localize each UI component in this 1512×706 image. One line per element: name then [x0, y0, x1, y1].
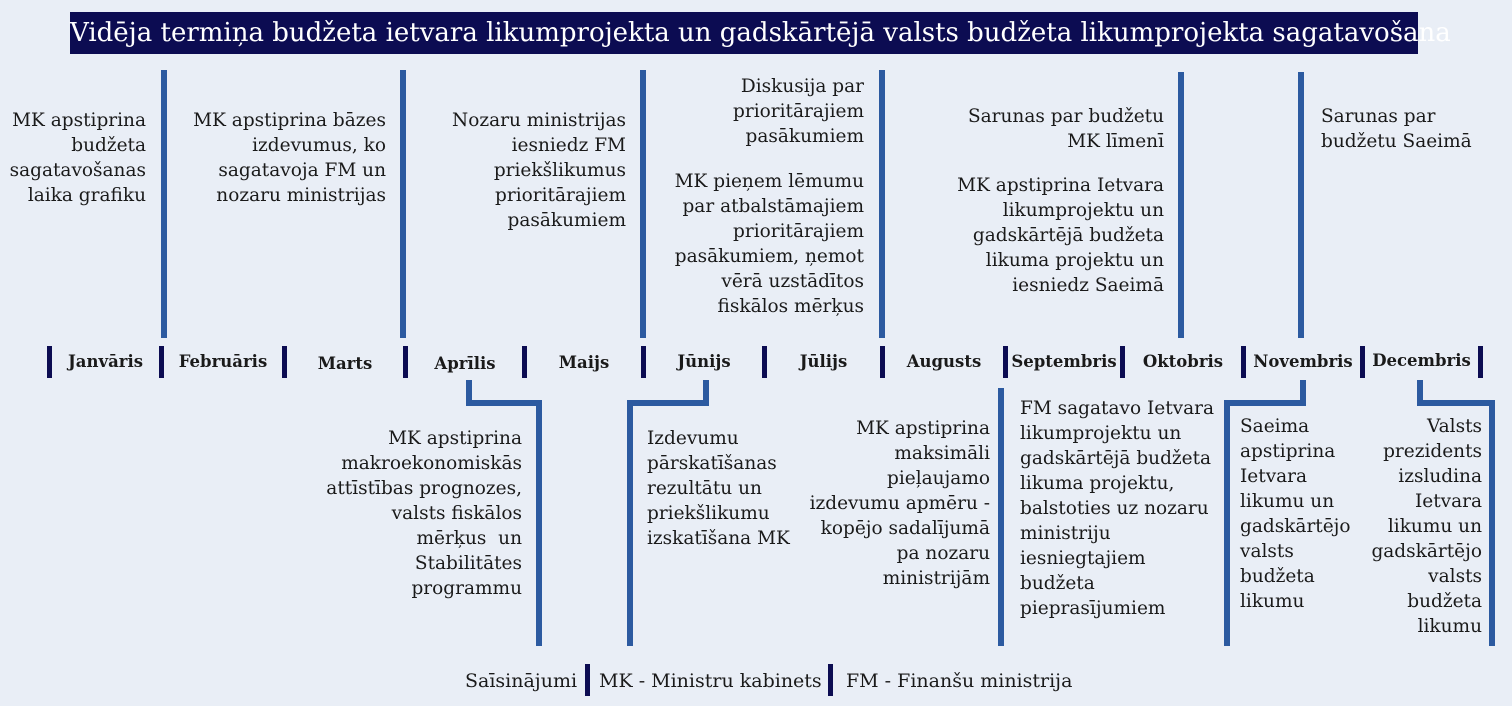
connector-line: [1178, 72, 1184, 338]
bottom-event: [298, 426, 522, 601]
connector-line: [536, 400, 542, 646]
event-text-line: Valsts: [1426, 416, 1482, 437]
event-text-line: likumu: [1417, 616, 1482, 637]
event-text-line: likuma projektu,: [1020, 473, 1175, 494]
connector-line: [879, 70, 885, 338]
event-text-line: pieļaujamo: [886, 468, 990, 489]
event-text-line: valsts: [1240, 541, 1294, 562]
event-text-line: izdevumu apmēru -: [809, 493, 990, 514]
event-text-line: vērā uzstādītos: [721, 271, 864, 292]
event-text-line: Stabilitātes: [414, 553, 522, 574]
bottom-event: [1370, 414, 1482, 639]
event-text-line: nozaru ministrijas: [216, 185, 386, 206]
bottom-event: [1020, 396, 1220, 621]
event-text-line: likumu un: [1240, 491, 1335, 512]
event-text-line: MK apstiprina Ietvara: [957, 175, 1164, 196]
top-event: [412, 108, 626, 233]
event-text-line: laika grafiku: [27, 185, 146, 206]
event-text-line: Diskusija par: [740, 76, 864, 97]
month-label-february: Februāris: [178, 352, 268, 371]
connector-line: [1417, 400, 1495, 406]
event-text-line: Ietvara: [1414, 491, 1482, 512]
event-text-line: pārskatīšanas: [647, 453, 777, 474]
event-text-line: fiskālos mērķus: [717, 296, 864, 317]
event-text-line: ministriju: [1020, 523, 1111, 544]
event-text-line: apstiprina: [1240, 441, 1336, 462]
event-text-line: MK līmenī: [1067, 131, 1164, 152]
bottom-event: [1240, 414, 1352, 614]
event-text-line: budžeta: [1407, 591, 1482, 612]
connector-line: [161, 70, 167, 338]
diagram-title: Vidēja termiņa budžeta ietvara likumprojekta un gadskārtējā valsts budžeta likumprojekta sagatavošana: [70, 12, 1418, 54]
connector-line: [627, 400, 633, 646]
event-text-line: izdevumus, ko: [252, 135, 386, 156]
event-text-line: MK apstiprina bāzes: [193, 110, 386, 131]
event-text-line: gadskārtējā budžeta: [972, 225, 1164, 246]
event-text-line: MK apstiprina: [856, 418, 990, 439]
connector-line: [400, 70, 406, 338]
connector-line: [998, 388, 1004, 646]
event-text-line: makroekonomiskās: [341, 453, 522, 474]
event-text-line: likumprojektu un: [1002, 200, 1164, 221]
event-text-line: sagatavoja FM un: [218, 160, 386, 181]
event-text-line: Izdevumu: [647, 428, 739, 449]
month-label-may: Maijs: [558, 353, 610, 372]
month-separator: [1478, 346, 1483, 378]
event-text-line: iesniedz FM: [511, 135, 626, 156]
event-text-line: izskatīšana MK: [647, 528, 790, 549]
connector-line: [1224, 400, 1230, 646]
month-label-june: Jūnijs: [677, 352, 731, 371]
event-text-line: mērķus un: [416, 528, 522, 549]
event-text-line: balstoties uz nozaru: [1020, 498, 1209, 519]
month-label-march: Marts: [317, 354, 373, 373]
legend-label: Saīsinājumi: [465, 670, 578, 692]
legend-item-fm: FM - Finanšu ministrija: [846, 670, 1073, 692]
event-text-line: rezultātu un: [647, 478, 762, 499]
event-text-line: budžeta: [1240, 566, 1315, 587]
event-text-line: MK apstiprina: [388, 428, 522, 449]
event-text-line: MK apstiprina: [12, 110, 146, 131]
event-text-line: Sarunas par: [1321, 106, 1436, 127]
connector-line: [1224, 400, 1306, 406]
month-label-august: Augusts: [906, 352, 982, 371]
event-text-line: pasākumiem, ņemot: [674, 246, 864, 267]
event-text-line: maksimāli: [894, 443, 990, 464]
legend-separator: [585, 664, 590, 696]
top-event: [1321, 104, 1501, 154]
legend-item-mk: MK - Ministru kabinets: [599, 670, 822, 692]
month-label-october: Oktobris: [1142, 352, 1224, 371]
month-label-april: Aprīlis: [434, 354, 496, 373]
event-text-line: budžeta: [71, 135, 146, 156]
event-text-line: likumu un: [1387, 516, 1482, 537]
month-label-january: Janvāris: [67, 352, 144, 371]
top-event: [652, 169, 864, 319]
event-text-line: budžeta: [1020, 573, 1095, 594]
event-text-line: valsts: [1428, 566, 1482, 587]
top-event: [940, 104, 1164, 154]
event-text-line: pieprasījumiem: [1020, 598, 1166, 619]
event-text-line: Nozaru ministrijas: [452, 110, 626, 131]
event-text-line: FM sagatavo Ietvara: [1020, 398, 1215, 419]
top-event: [172, 108, 386, 208]
event-text-line: par atbalstāmajiem: [682, 196, 864, 217]
connector-line: [640, 70, 646, 338]
event-text-line: prioritārajiem: [733, 221, 864, 242]
legend-separator: [828, 664, 833, 696]
top-event: [940, 173, 1164, 298]
event-text-line: attīstības prognozes,: [326, 478, 522, 499]
month-label-december: Decembris: [1372, 351, 1471, 370]
event-text-line: priekšlikumu: [647, 503, 770, 524]
bottom-event: [798, 416, 990, 591]
event-text-line: pasākumiem: [507, 210, 626, 231]
event-text-line: likumprojektu un: [1020, 423, 1182, 444]
event-text-line: gadskārtējo: [1371, 541, 1482, 562]
event-text-line: gadskārtējā budžeta: [1020, 448, 1212, 469]
connector-line: [1489, 400, 1495, 646]
event-text-line: sagatavošanas: [9, 160, 146, 181]
event-text-line: programmu: [411, 578, 522, 599]
connector-line: [466, 400, 542, 406]
event-text-line: budžetu Saeimā: [1321, 131, 1472, 152]
event-text-line: prioritārajiem: [733, 101, 864, 122]
event-text-line: iesniedz Saeimā: [1012, 275, 1164, 296]
event-text-line: MK pieņem lēmumu: [674, 171, 864, 192]
month-label-july: Jūlijs: [799, 352, 848, 371]
month-label-november: Novembris: [1253, 352, 1353, 371]
top-event: [2, 108, 146, 208]
event-text-line: likumu: [1240, 591, 1305, 612]
event-text-line: kopējo sadalījumā: [820, 518, 990, 539]
bottom-event: [647, 426, 817, 551]
event-text-line: izsludina: [1398, 466, 1482, 487]
event-text-line: pa nozaru: [896, 543, 990, 564]
event-text-line: iesniegtajiem: [1020, 548, 1146, 569]
connector-line: [627, 400, 709, 406]
event-text-line: Sarunas par budžetu: [967, 106, 1164, 127]
event-text-line: ministrijām: [882, 568, 990, 589]
month-label-september: Septembris: [1011, 352, 1117, 371]
event-text-line: prioritārajiem: [495, 185, 626, 206]
event-text-line: Saeima: [1240, 416, 1310, 437]
event-text-line: likuma projektu un: [985, 250, 1164, 271]
event-text-line: gadskārtējo: [1240, 516, 1351, 537]
event-text-line: Ietvara: [1240, 466, 1308, 487]
top-event: [652, 74, 864, 149]
event-text-line: valsts fiskālos: [391, 503, 522, 524]
connector-line: [1298, 72, 1304, 338]
event-text-line: prezidents: [1383, 441, 1482, 462]
event-text-line: pasākumiem: [745, 126, 864, 147]
event-text-line: priekšlikumus: [493, 160, 626, 181]
